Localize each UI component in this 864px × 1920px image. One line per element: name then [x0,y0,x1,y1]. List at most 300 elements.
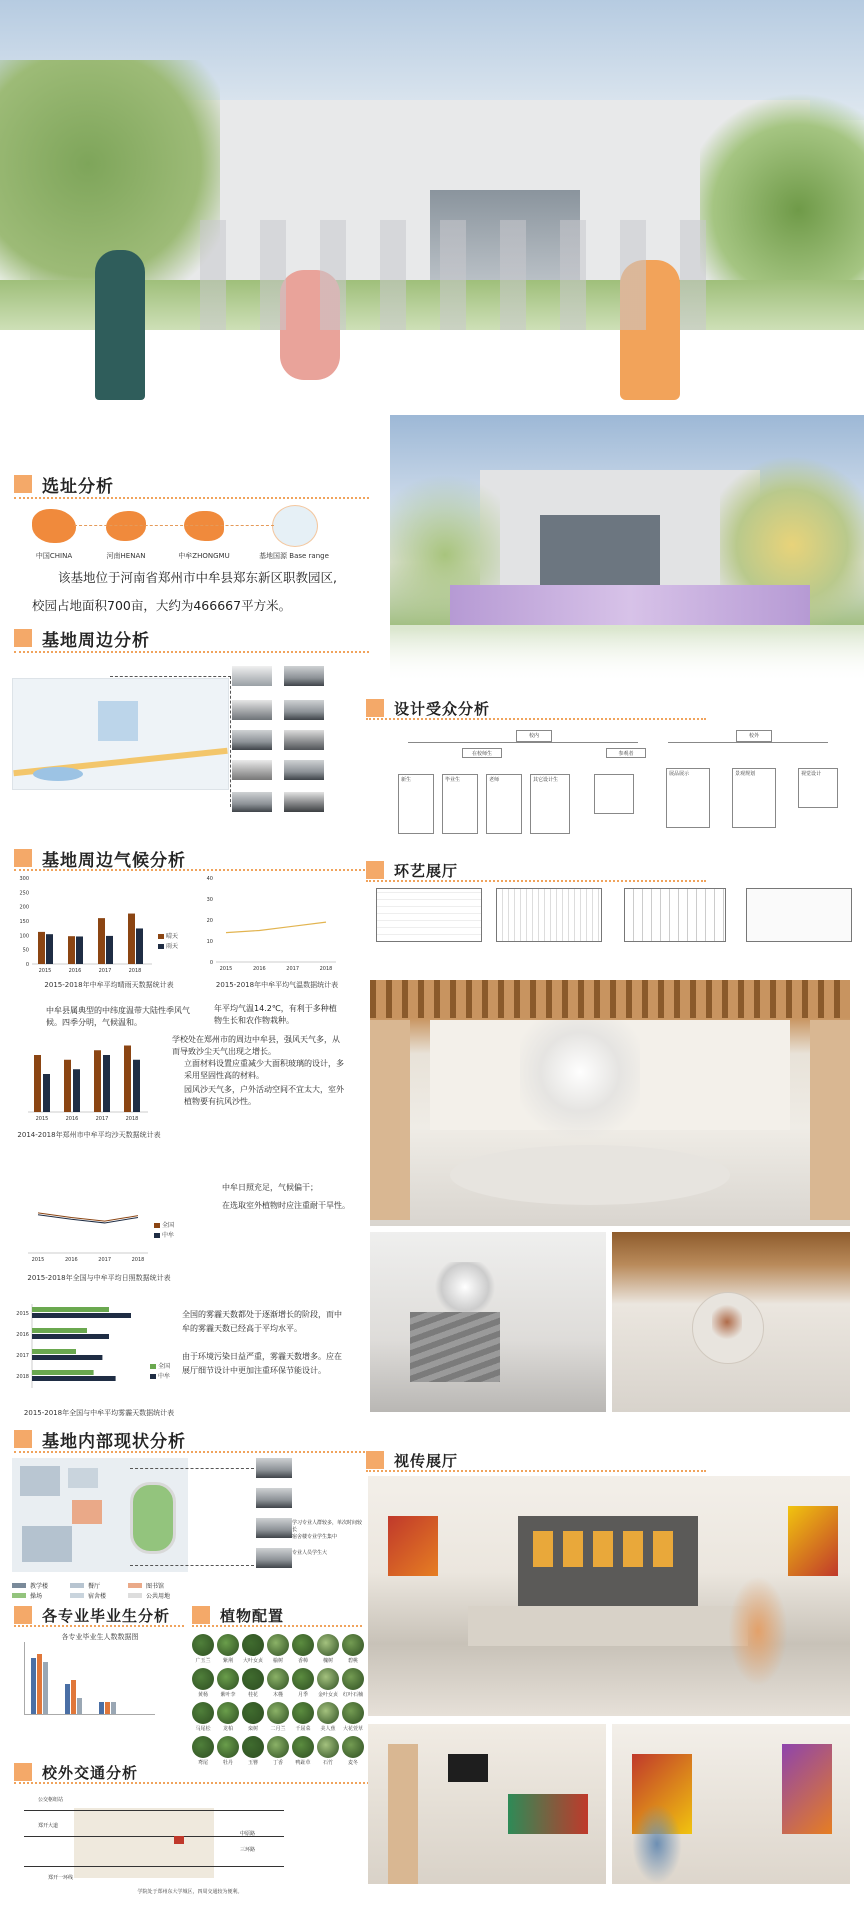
section-divider [366,1470,706,1472]
plant-label: 马尾松 [195,1726,211,1732]
legend-label: 中牟 [158,1373,171,1380]
surrounding-photo-5 [232,730,272,750]
surroundings-leaders [110,676,231,807]
visual-hall-render-right [612,1724,850,1884]
section-header-site [14,472,114,496]
y-tick-label: 0 [209,960,213,966]
y-tick-label: 20 [206,918,213,924]
chart-sand-days [14,1030,164,1140]
plant-photo [192,1634,214,1656]
bar [133,1060,140,1112]
section-header-traffic [14,1760,138,1784]
x-tick-label: 2015 [31,1257,45,1263]
chart-sunny-rainy-svg [14,872,194,982]
plant-label: 金叶女贞 [317,1692,338,1698]
plant-label: 大花萱草 [342,1726,363,1732]
climate-text-4: 立面材料设置应重减少大面积玻璃的设计，多采用坚固性高的材料。 [184,1059,344,1080]
section-title: 各专业毕业生分析 [42,1606,171,1625]
section-marker [366,699,384,717]
plant-photo [242,1668,264,1690]
climate-text-1: 中牟县属典型的中纬度温带大陆性季风气候。四季分明，气候温和。 [46,1006,190,1027]
env-hall-render-stairs [370,1232,606,1412]
plant-photo [267,1736,289,1758]
bar [38,932,45,964]
traffic-map-bg [74,1808,214,1878]
org-leaf-3: 老师 [486,774,522,834]
y-tick-label: 100 [19,933,29,940]
legend-label-field: 操场 [30,1593,43,1600]
org-leaf-5 [594,774,634,814]
chart-temperature [202,872,352,992]
section-marker [14,849,32,867]
map-henan [106,511,146,541]
campus-building-4 [22,1526,72,1562]
chart-sunshine-svg [14,1165,184,1273]
plant-label: 牡丹 [222,1760,233,1766]
climate-text-5: 园风沙天气多，户外活动空间不宜太大，室外植物要有抗风沙性。 [184,1085,344,1106]
legend-swatch-public [128,1593,142,1598]
chart5-caption: 2015-2018年全国与中牟平均雾霾天数据统计表 [23,1409,175,1417]
render-column-left [370,1020,410,1220]
section-divider [192,1625,362,1627]
x-tick-label: 2016 [252,966,266,972]
section-divider [14,1451,369,1453]
climate-text-7: 在选取室外植物时应注重耐干旱性。 [222,1201,350,1210]
render-tree [520,1020,640,1150]
plant-label: 丁香 [272,1760,283,1766]
y-tick-label: 250 [19,890,29,897]
section-divider [14,1625,184,1627]
bar [128,914,135,964]
graduates-caption: 各专业毕业生人数数据图 [61,1633,139,1641]
org-leaf-2: 毕业生 [442,774,478,834]
org-node-visitors: 参观者 [606,748,646,758]
chart-sand-days-svg [14,1030,164,1130]
section-divider [366,880,706,882]
x-tick-label: 2016 [68,968,82,974]
surrounding-photo-2 [284,666,324,686]
render-right-art [788,1506,838,1576]
bar [43,1074,50,1112]
y-tick-label: 50 [22,947,29,954]
render-staircase [410,1312,500,1382]
traffic-road-1 [24,1810,284,1811]
render-left-art [388,1516,438,1576]
audience-org-chart [398,728,848,848]
map-label-zhongmu: 中牟ZHONGMU [178,552,230,560]
section-title: 环艺展厅 [394,861,459,880]
graduates-bar [65,1684,70,1714]
x-tick-label: 2015 [35,1116,49,1122]
section-divider [14,1782,369,1784]
traffic-label-3: 中原路 [240,1831,256,1837]
legend-swatch-teaching [12,1583,26,1588]
plant-photo [292,1736,314,1758]
surrounding-photo-8 [284,760,324,780]
legend-label-dorm: 宿舍楼 [88,1593,107,1600]
map-connector [74,525,274,526]
plant-label: 榆树 [272,1658,283,1664]
legend-label: 全国 [158,1363,171,1370]
plant-grid [190,1630,366,1770]
plant-label: 桂花 [247,1692,258,1698]
plant-photo [217,1668,239,1690]
legend-label: 全国 [162,1222,175,1229]
interior-leaders [130,1468,254,1566]
surrounding-photo-1 [232,666,272,686]
plant-photo [342,1634,364,1656]
climate-text-8: 全国的雾霾天数都处于逐渐增长的阶段，而中牟的雾霾天数已经高于平均水平。 [182,1310,342,1333]
legend-label: 中牟 [162,1232,175,1239]
legend-swatch-canteen [70,1583,84,1588]
traffic-label-4: 三环路 [240,1847,256,1853]
section-title: 视传展厅 [394,1451,459,1470]
y-tick-label: 300 [19,876,29,882]
series-line [226,922,326,933]
map-zhongmu [184,511,224,541]
bar [46,934,53,964]
y-tick-label: 150 [19,919,29,925]
section-divider [14,497,369,499]
plant-photo [267,1668,289,1690]
climate-text-6: 中牟日照充足，气候偏干； [222,1183,318,1192]
interior-note-1: 学习专业人群较多，单次时间较长 [292,1520,363,1533]
plant-label: 美人蕉 [320,1726,336,1732]
plant-photo [217,1634,239,1656]
surroundings-photos [232,664,332,814]
render-corridor-plant [712,1302,742,1342]
graduates-bar [105,1702,110,1714]
plant-label: 槐树 [322,1658,333,1664]
climate-text-3: 学校处在郑州市的周边中牟县，强风天气多，从而导致沙尘天气出现之增长。 [172,1035,340,1056]
graduates-bar [111,1702,116,1714]
bar [64,1060,71,1112]
plant-photo [342,1668,364,1690]
section-marker [14,1606,32,1624]
graduates-bar [99,1702,104,1714]
map-base [272,505,318,547]
plant-label: 石竹 [322,1760,333,1766]
section-title: 基地内部现状分析 [42,1431,186,1452]
hero-figure-1 [95,250,145,400]
x-tick-label: 2015 [219,966,233,972]
render-flowers [450,585,810,625]
legend-swatch [150,1364,156,1369]
x-tick-label: 2018 [131,1257,145,1263]
render-visitor [632,1804,682,1884]
x-tick-label: 2017 [98,1257,112,1263]
render-display [508,1794,588,1834]
bar [32,1370,94,1375]
legend-swatch [154,1233,160,1238]
bar [32,1307,109,1312]
chart3-caption: 2014-2018年郑州市中牟平均沙天数据统计表 [17,1131,161,1139]
x-tick-label: 2015 [38,968,52,974]
section-divider [366,718,706,720]
render-ceiling-beams [370,980,850,1018]
bar [32,1376,116,1381]
legend-swatch [150,1374,156,1379]
plant-label: 鸢尾 [197,1760,208,1766]
interior-photos [256,1458,292,1570]
plant-label: 黄杨 [197,1692,208,1698]
location-maps [24,505,329,563]
section-header-surroundings [14,626,150,650]
section-header-plants [192,1603,284,1627]
legend-swatch [158,944,164,949]
campus-building-1 [20,1466,60,1496]
org-node-students: 在校师生 [462,748,502,758]
surrounding-photo-3 [232,700,272,720]
location-desc-1: 该基地位于河南省郑州市中牟县郑东新区职教园区, [58,570,337,585]
plant-photo [317,1668,339,1690]
bar [32,1355,102,1360]
traffic-label-1: 公交枢纽站 [38,1797,64,1803]
bar [32,1334,109,1339]
surrounding-photo-7 [232,760,272,780]
render-gravel [450,1145,730,1205]
traffic-label-5: 郑开一环线 [48,1875,74,1881]
org-right-node-2: 景观规划 [732,768,776,828]
section-header-climate [14,846,186,870]
org-leaf-1: 新生 [398,774,434,834]
plant-label: 二月兰 [270,1726,286,1732]
x-tick-label: 2018 [319,966,333,972]
chart1-caption: 2015-2018年中牟平均晴雨天数据统计表 [44,981,174,989]
surrounding-photo-9 [232,792,272,812]
y-tick-label: 0 [25,962,29,968]
interior-note-3: 专业人员学生大 [292,1550,328,1556]
y-tick-label: 40 [206,876,213,882]
plant-photo [317,1736,339,1758]
section-title: 设计受众分析 [394,699,491,718]
plant-label: 月季 [297,1692,308,1698]
section-marker [366,1451,384,1469]
bar [32,1313,131,1318]
traffic-map [24,1790,294,1890]
section-header-visual-hall [366,1448,458,1472]
floor-plan-2 [496,888,602,942]
x-tick-label: 2016 [64,1257,78,1263]
org-connector-left [408,742,638,753]
graduates-bar [77,1698,82,1714]
section-title: 基地周边气候分析 [42,850,186,871]
visual-hall-render-left [368,1724,606,1884]
bar [124,1046,131,1113]
render-column-right [810,1020,850,1220]
traffic-road-3 [24,1866,284,1867]
render-sculpture [430,1262,500,1312]
chart-sunny-rainy [14,872,194,992]
traffic-site [174,1836,184,1844]
bar [34,1055,41,1112]
map-label-china: 中国CHINA [35,552,73,560]
x-tick-label: 2018 [128,968,142,974]
section-title: 基地周边分析 [42,630,150,651]
plant-label: 木槿 [272,1692,283,1698]
y-tick-label: 2018 [16,1374,29,1380]
section-header-env-hall [366,858,458,882]
legend-label: 晴天 [166,933,179,940]
plant-label: 大叶女贞 [242,1658,263,1664]
section-divider [14,651,369,653]
plant-photo [217,1736,239,1758]
hero-ghost-figures [200,220,720,330]
surrounding-photo-6 [284,730,324,750]
bar [136,928,143,964]
hero-illustration [0,0,864,420]
floor-plan-1 [376,888,482,942]
bar [32,1328,87,1333]
legend-swatch-library [128,1583,142,1588]
org-right-node-1: 展品展示 [666,768,710,828]
interior-photo-4 [256,1548,292,1568]
render-people [728,1576,788,1686]
campus-building-3 [72,1500,102,1524]
interior-photo-1 [256,1458,292,1478]
plant-label: 玉簪 [247,1760,258,1766]
floor-plans [376,888,854,948]
bar [94,1050,101,1112]
section-marker [14,1430,32,1448]
render-column [388,1744,418,1884]
graduates-bar [71,1680,76,1714]
plant-label: 紫叶李 [220,1692,236,1698]
bar [68,936,75,964]
graduates-bar [37,1654,42,1714]
render-path [390,625,864,683]
env-hall-render-main [370,980,850,1226]
y-tick-label: 2015 [16,1311,29,1317]
graduates-bar [43,1662,48,1714]
chart-temperature-svg [202,872,352,982]
plant-photo [192,1668,214,1690]
x-tick-label: 2018 [125,1116,139,1122]
y-tick-label: 30 [206,897,213,903]
traffic-label-2: 郑开大道 [38,1823,59,1829]
chart4-caption: 2015-2018年全国与中牟平均日照数据统计表 [27,1274,171,1282]
plant-label: 碧桃 [347,1658,358,1664]
render-platforms [468,1606,748,1646]
campus-building-2 [68,1468,98,1488]
chart2-caption: 2015-2018年中牟平均气温数据统计表 [215,981,339,989]
plant-label: 红叶石楠 [342,1692,363,1698]
x-tick-label: 2017 [286,966,300,972]
legend-label-canteen: 餐厅 [88,1583,101,1590]
plant-photo [242,1634,264,1656]
legend-label-library: 图书馆 [146,1583,165,1590]
interior-photo-2 [256,1488,292,1508]
floor-plan-3 [624,888,726,942]
plant-photo [292,1634,314,1656]
chart-smog [14,1300,184,1418]
org-root-right: 校外 [736,730,772,742]
climate-text-9: 由于环境污染日益严重，雾霾天数增多。应在展厅细节设计中更加注重环保节能设计。 [182,1352,342,1375]
plant-label: 鸭趾草 [295,1760,311,1766]
section-header-audience [366,696,490,720]
exterior-render [390,415,864,683]
bar [98,918,105,964]
plant-label: 紫荆 [222,1658,233,1664]
chart-smog-svg [14,1300,184,1408]
section-header-interior [14,1427,186,1451]
surrounding-photo-10 [284,792,324,812]
legend-label: 雨天 [166,943,179,950]
plant-label: 龙柏 [222,1726,233,1732]
section-marker [14,629,32,647]
plant-photo [342,1736,364,1758]
y-tick-label: 200 [19,904,29,911]
traffic-note: 学院处于郑州东大学城区，四周交通较为便利。 [137,1889,243,1895]
x-tick-label: 2017 [95,1116,109,1122]
climate-text-2: 年平均气温14.2℃，有利于多种植物生长和农作物栽种。 [214,1004,337,1025]
plant-photo [242,1702,264,1724]
plant-photo [242,1736,264,1758]
graduates-chart [24,1642,155,1715]
plant-label: 广玉兰 [195,1658,211,1664]
legend-swatch-field [12,1593,26,1598]
render-gallery-wall-2 [782,1744,832,1834]
y-tick-label: 2016 [16,1332,29,1338]
org-right-node-3: 视觉设计 [798,768,838,808]
location-desc-2: 校园占地面积700亩，大约为466667平方米。 [32,598,292,613]
legend-label-teaching: 教学楼 [30,1583,49,1590]
interior-photo-3 [256,1518,292,1538]
y-tick-label: 2017 [16,1353,29,1359]
plant-photo [267,1702,289,1724]
plant-photo [192,1702,214,1724]
floor-plan-4 [746,888,852,942]
x-tick-label: 2017 [98,968,112,974]
plant-label: 香樟 [297,1658,308,1664]
map-water [33,767,83,781]
legend-label-public: 公共用地 [146,1593,171,1600]
section-marker [14,475,32,493]
surrounding-photo-4 [284,700,324,720]
plant-photo [267,1634,289,1656]
graduates-bar [31,1658,36,1714]
section-marker [192,1606,210,1624]
plant-photo [217,1702,239,1724]
map-label-henan: 河南HENAN [106,552,146,560]
render-tv [448,1754,488,1782]
plant-photo [192,1736,214,1758]
plant-photo [317,1634,339,1656]
bar [76,936,83,964]
plant-photo [317,1702,339,1724]
plant-photo [292,1668,314,1690]
plant-label: 麦冬 [347,1760,358,1766]
section-marker [366,861,384,879]
x-tick-label: 2016 [65,1116,79,1122]
org-root-left: 校内 [516,730,552,742]
org-connector-right [668,742,828,753]
plant-label: 栾树 [247,1726,258,1732]
bar [103,1055,110,1112]
section-title: 校外交通分析 [42,1763,139,1782]
legend-swatch-dorm [70,1593,84,1598]
campus-legend [12,1583,212,1603]
plant-photo [342,1702,364,1724]
chart-sunshine [14,1165,184,1283]
interior-note-2: 宿舍楼专业学生集中 [292,1534,338,1540]
section-marker [14,1763,32,1781]
map-label-base: 基地国源 Base range [259,552,329,560]
section-title: 选址分析 [42,476,114,497]
legend-swatch [154,1223,160,1228]
plant-label: 千屈菜 [295,1726,311,1732]
legend-swatch [158,934,164,939]
